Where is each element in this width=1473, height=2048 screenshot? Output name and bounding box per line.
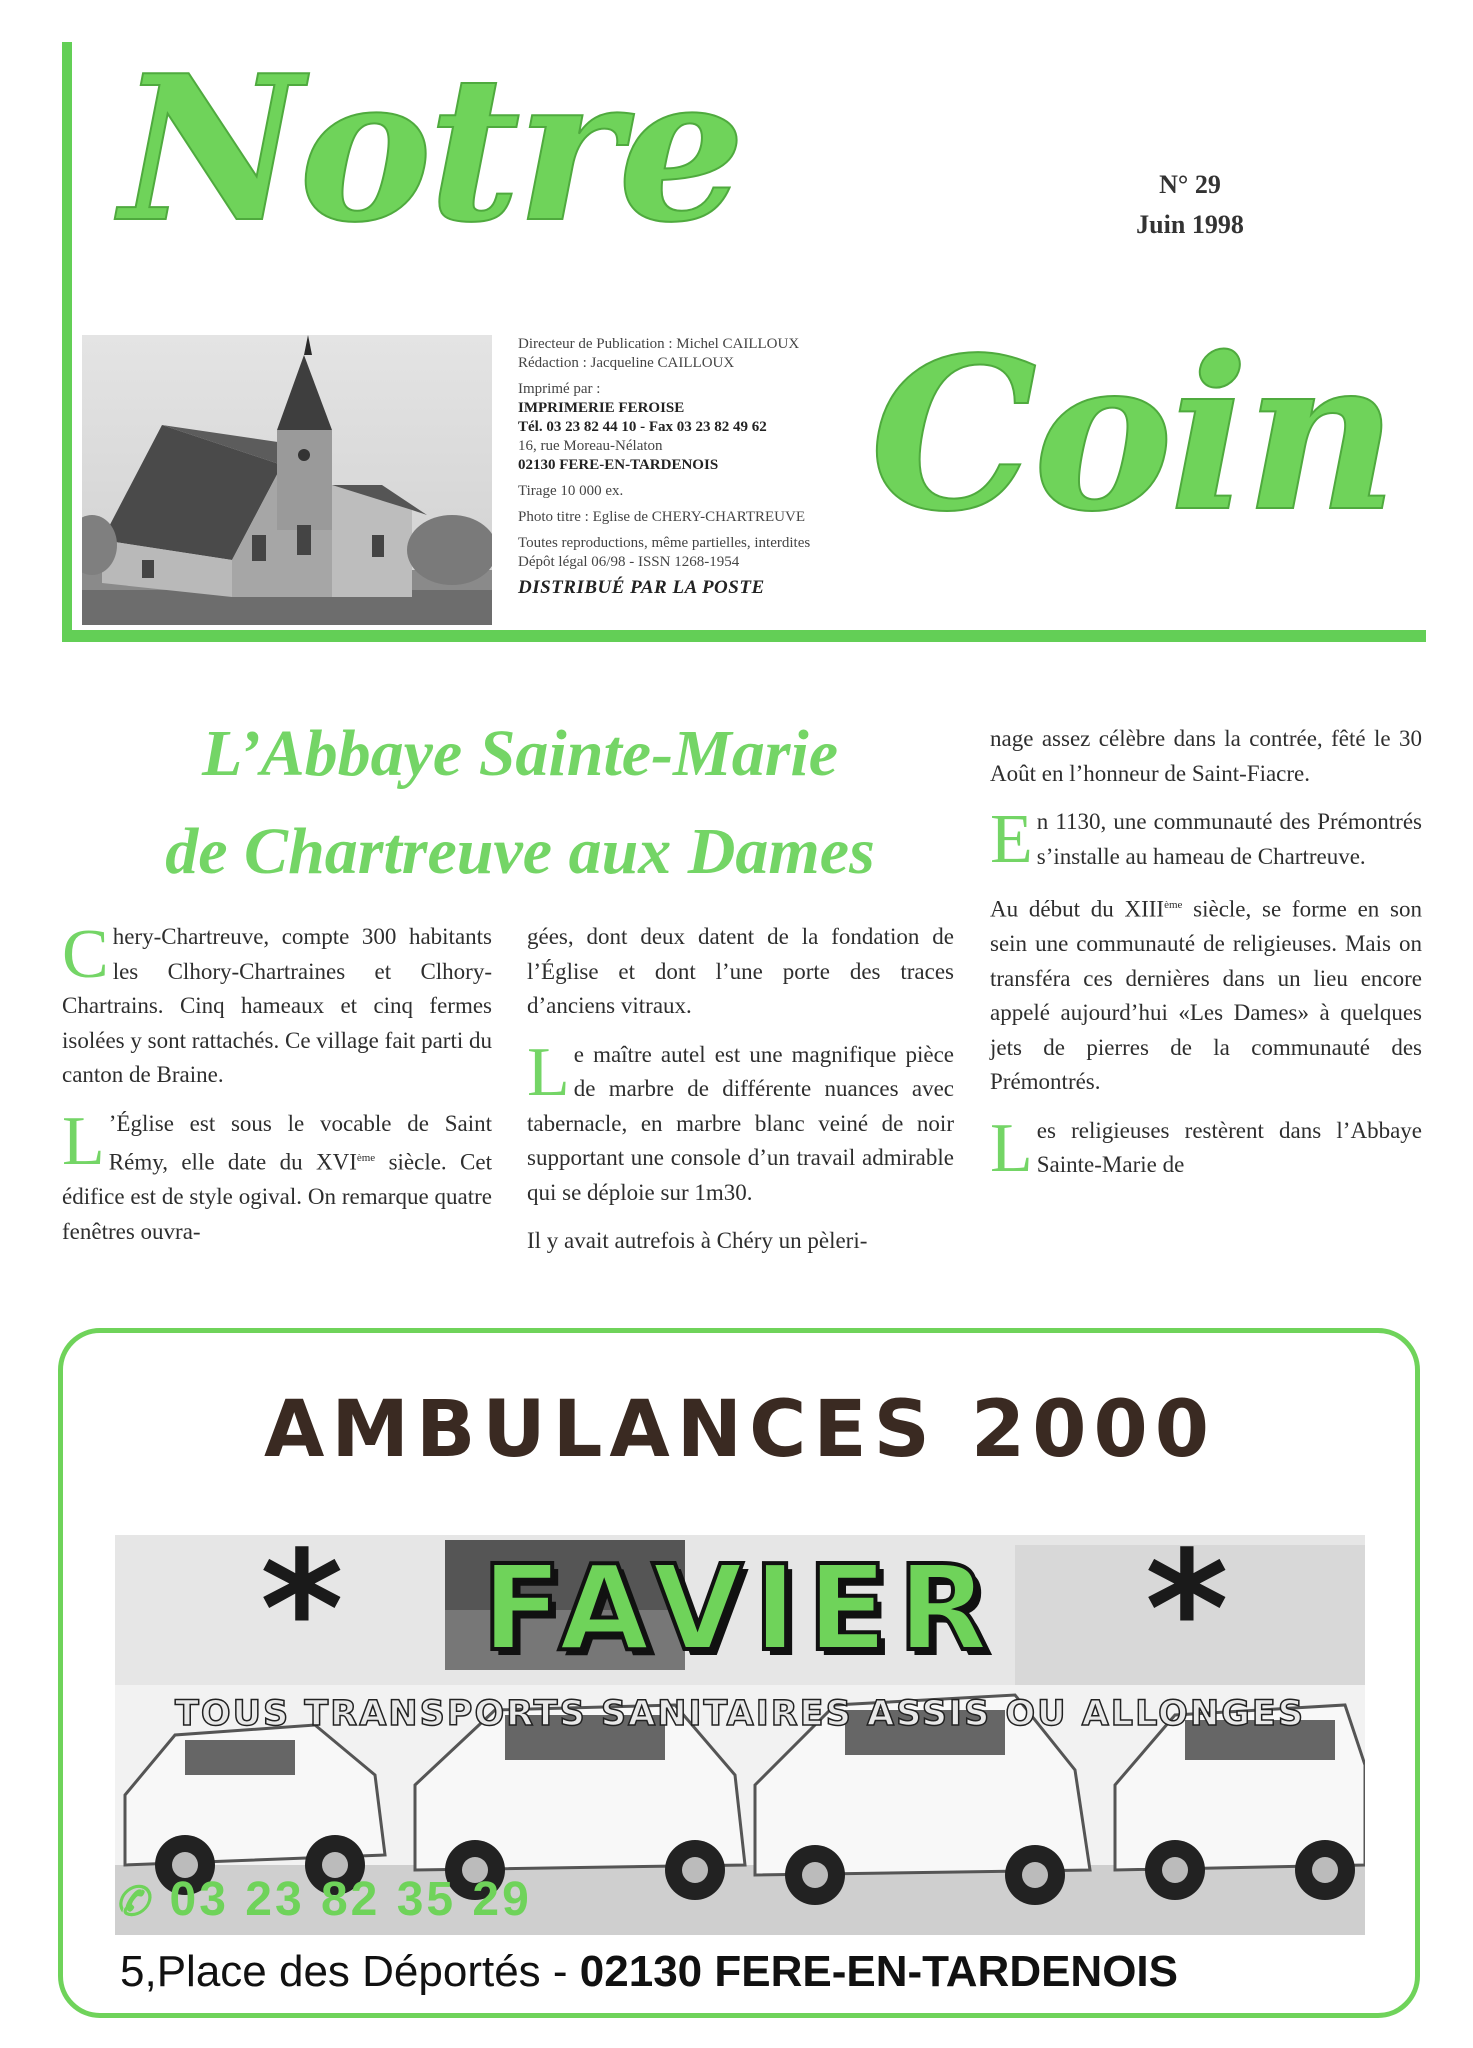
advert-brand-row [115, 1516, 1365, 1703]
church-photo [82, 335, 492, 625]
paragraph [990, 722, 1422, 791]
article-title [65, 705, 975, 901]
printer-street: 16, rue Moreau-Nélaton [518, 438, 663, 454]
advert-address [120, 1942, 1178, 2002]
legal-deposit: Dépôt légal 06/98 - ISSN 1268-1954 [518, 554, 740, 570]
photo-credit: Photo titre : Eglise de CHERY-CHARTREUVE [518, 509, 806, 525]
paragraph [62, 1102, 492, 1250]
printer-phone: Tél. 03 23 82 44 10 - Fax 03 23 82 49 62 [518, 419, 767, 435]
advert-street: 5,Place des Déportés - [120, 1947, 580, 1996]
advert-headline: AMBULANCES 2000 [263, 1385, 1217, 1475]
paragraph-text: Il y avait autrefois à Chéry un pèleri- [527, 1228, 868, 1253]
print-run: Tirage 10 000 ex. [518, 483, 624, 499]
paragraph [527, 1033, 954, 1211]
article-column-3 [990, 722, 1422, 1197]
drop-cap: C [62, 916, 109, 993]
advert-phone-row [115, 1870, 532, 1930]
publication-editor: Rédaction : Jacqueline CAILLOUX [518, 355, 735, 371]
paragraph [990, 801, 1422, 878]
printer-name: IMPRIMERIE FEROISE [518, 400, 685, 416]
superscript: ème [1164, 899, 1183, 911]
paragraph [990, 1109, 1422, 1187]
paragraph-text: ’Église est sous le vocable de Saint Rémy, elle date du XVI [108, 1110, 492, 1175]
article-title-line2: de Chartreuve aux Dames [165, 815, 875, 888]
paragraph [527, 920, 954, 1024]
distribution-notice: DISTRIBUÉ PAR LA POSTE [518, 577, 765, 598]
drop-cap: L [62, 1102, 105, 1180]
masthead-border-bottom [62, 630, 1426, 642]
paragraph-text: n 1130, une communauté des Prémontrés s’installe au hameau de Chartreuve. [1036, 809, 1422, 869]
superscript: ème [356, 1152, 376, 1164]
drop-cap: E [990, 801, 1033, 878]
advert-city: 02130 FERE-EN-TARDENOIS [579, 1947, 1179, 1996]
paragraph [62, 916, 492, 1093]
masthead-title-coin: Coin [870, 311, 1394, 558]
church-illustration [82, 335, 492, 625]
printed-by-label: Imprimé par : [518, 381, 601, 397]
paragraph-text: Au début du XIII [990, 896, 1165, 922]
phone-icon: ✆ [115, 1880, 152, 1924]
paragraph-text: e maître autel est une magnifique pièce de marbre de différente nuances avec tabernacle, en marbre blanc veiné de noir supportant une console d’un travail admirable qui se déploie sur 1m30. [527, 1041, 954, 1205]
paragraph-text: siècle, se forme en son sein une communauté de religieuses. Mais on transféra ces dernières dans un lieu encore appelé aujourd’hui «Les Dames» à quelques jets de pierres de la communauté des Prémontrés. [990, 896, 1423, 1095]
article-title-line1: L’Abbaye Sainte-Marie [201, 717, 839, 790]
issue-date: Juin 1998 [1136, 210, 1244, 239]
advert-brand: FAVIER [481, 1539, 999, 1677]
printer-city: 02130 FERE-EN-TARDENOIS [518, 457, 719, 473]
issue-number: N° 29 [1159, 170, 1221, 199]
issue-info [1100, 165, 1280, 245]
paragraph [527, 1224, 954, 1259]
publication-credits [518, 335, 878, 597]
paragraph-text: gées, dont deux datent de la fondation de l’Église et dont l’une porte des traces d’anciens vitraux. [527, 924, 954, 1018]
article-column-1 [62, 916, 492, 1263]
reproduction-notice: Toutes reproductions, même partielles, interdites [518, 535, 811, 551]
paragraph-text: nage assez célèbre dans la contrée, fêté le 30 Août en l’honneur de Saint-Fiacre. [990, 726, 1422, 786]
paragraph-text: hery-Chartreuve, compte 300 habitants les Clhory-Chartraines et Clhory-Chartrains. Cinq hameaux et cinq fermes isolées y sont rattachés. Ce village fait parti du canton de Braine. [62, 924, 492, 1087]
advert-tagline: TOUS TRANSPORTS SANITAIRES ASSIS OU ALLONGES [174, 1694, 1306, 1734]
drop-cap: L [527, 1033, 570, 1111]
paragraph-text: siècle. Cet édifice est de style ogival. On remarque quatre fenêtres ouvra- [62, 1149, 492, 1244]
masthead-border-left [62, 42, 72, 642]
paragraph-text: es religieuses restèrent dans l’Abbaye Sainte-Marie de [1036, 1117, 1422, 1178]
star-left: * [260, 1516, 344, 1703]
masthead-title-notre: Notre [120, 32, 742, 267]
publication-director: Directeur de Publication : Michel CAILLOUX [518, 336, 800, 352]
article-column-2 [527, 920, 954, 1273]
drop-cap: L [990, 1109, 1033, 1187]
paragraph [990, 888, 1422, 1100]
star-right: * [1145, 1516, 1229, 1703]
advert-phone: 03 23 82 35 29 [169, 1873, 532, 1926]
